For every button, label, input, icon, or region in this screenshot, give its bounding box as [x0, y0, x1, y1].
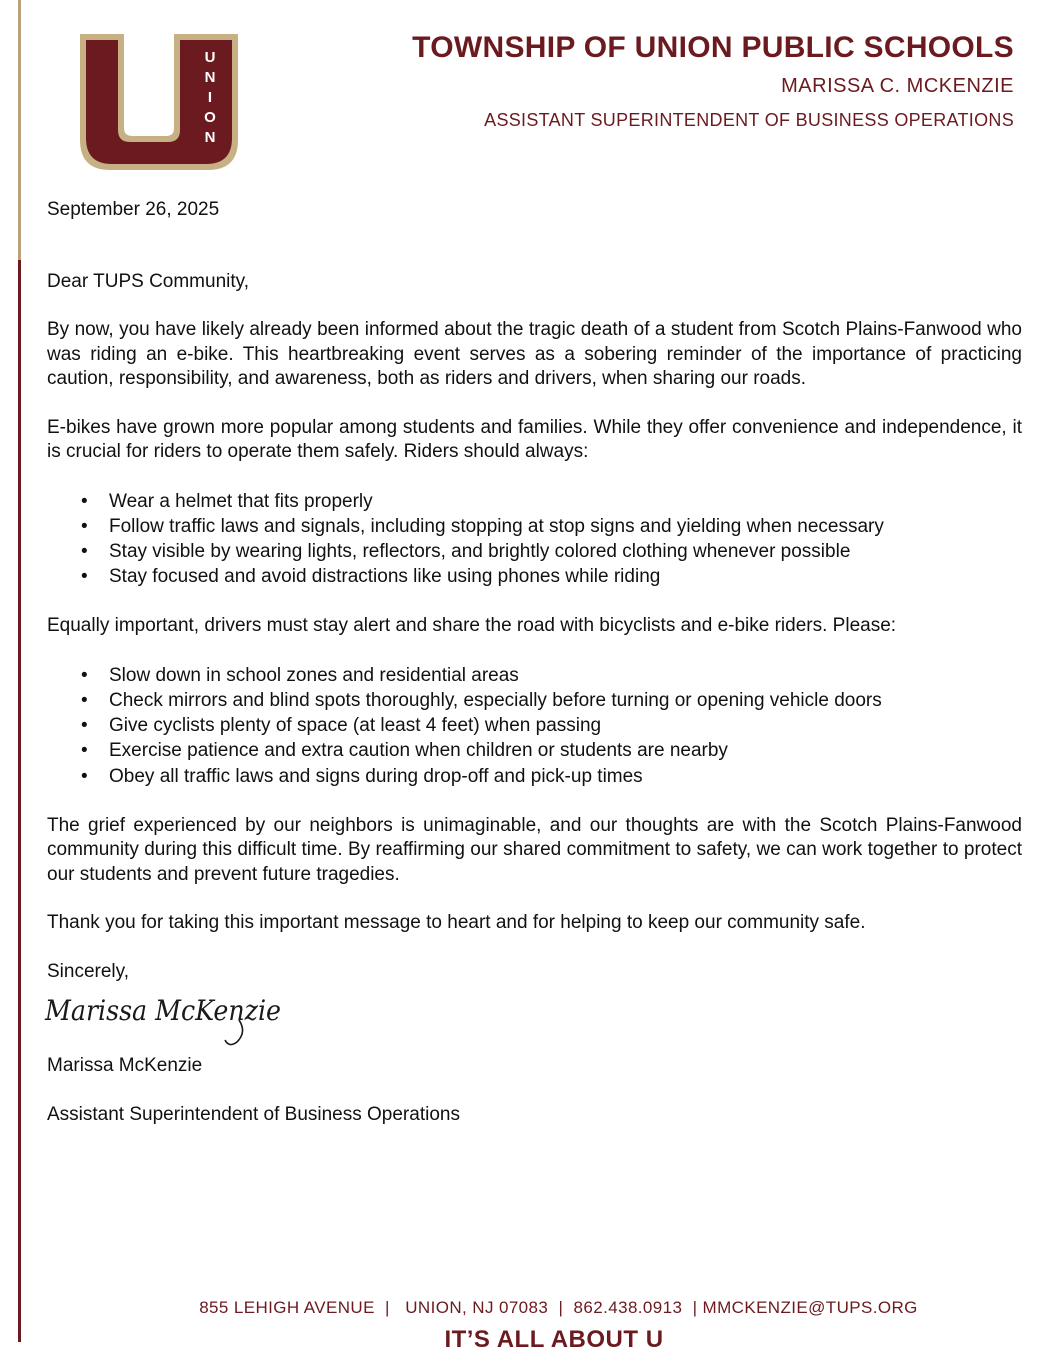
paragraph-thanks: Thank you for taking this important message to heart and for helping to keep our community safe. [47, 912, 866, 934]
paragraph-intro: By now, you have likely already been informed about the tragic death of a student from Scotch Plains-Fanwood who was riding an e-bike. This heartbreaking event serves as a sobering reminder of the importance of practicing caution, responsibility, and awareness, both as riders and drivers, when sharing our roads. [47, 319, 1022, 389]
list-item [47, 539, 1022, 564]
logo-letter-n: N [204, 69, 216, 86]
logo-letter-n2: N [204, 129, 216, 146]
list-item-text: Obey all traffic laws and signs during drop-off and pick-up times [109, 765, 643, 787]
footer-contact: 855 LEHIGH AVENUE | UNION, NJ 07083 | 862.438.0913 | MMCKENZIE@TUPS.ORG [199, 1298, 918, 1317]
list-item-text: Check mirrors and blind spots thoroughly, especially before turning or opening vehicle doors [109, 690, 882, 712]
list-item [47, 663, 1022, 688]
list-item-text: Exercise patience and extra caution when children or students are nearby [109, 740, 728, 762]
bullet: • [81, 765, 88, 787]
letterhead [412, 30, 1014, 131]
rider-tips-list [47, 489, 1022, 590]
paragraph-condolence: The grief experienced by our neighbors is unimaginable, and our thoughts are with the Scotch Plains-Fanwood community during this difficult time. By reaffirming our shared commitment to safety, we can work together to protect our students and prevent future tragedies. [47, 814, 1022, 885]
list-item-text: Give cyclists plenty of space (at least 4 feet) when passing [109, 715, 602, 737]
list-item [47, 489, 1022, 514]
bullet: • [81, 664, 88, 686]
footer-slogan: IT’S ALL ABOUT U [444, 1326, 664, 1353]
list-item [47, 514, 1022, 539]
bullet: • [81, 515, 88, 537]
district-name: TOWNSHIP OF UNION PUBLIC SCHOOLS [412, 31, 1014, 64]
salutation: Dear TUPS Community, [47, 270, 250, 292]
signer-title: Assistant Superintendent of Business Operations [47, 1103, 460, 1125]
list-item [47, 564, 1022, 589]
bullet: • [81, 690, 88, 712]
list-item [47, 738, 1022, 763]
list-item-text: Stay visible by wearing lights, reflectors, and brightly colored clothing whenever possible [109, 540, 851, 562]
left-rule-maroon [18, 260, 21, 1342]
signature-image [43, 990, 288, 1048]
paragraph-riders: E-bikes have grown more popular among students and families. While they offer convenience and independence, it is crucial for riders to operate them safely. Riders should always: [47, 416, 1022, 462]
bullet: • [81, 540, 88, 562]
bullet: • [81, 490, 88, 512]
list-item [47, 688, 1022, 713]
signer-name: Marissa McKenzie [47, 1055, 203, 1077]
signature-text: Marissa McKenzie [44, 994, 282, 1028]
list-item-text: Wear a helmet that fits properly [109, 490, 373, 512]
driver-tips-list [47, 663, 1022, 789]
list-item-text: Slow down in school zones and residential areas [109, 664, 519, 686]
closing: Sincerely, [47, 960, 130, 982]
letter-body [44, 198, 1022, 1151]
paragraph-drivers: Equally important, drivers must stay alert and share the road with bicyclists and e-bike riders. Please: [47, 615, 897, 637]
bullet: • [81, 566, 88, 588]
logo-letter-u: U [204, 49, 216, 66]
district-logo [78, 32, 240, 172]
logo-letter-o: O [204, 109, 216, 126]
sender-name-header: MARISSA C. MCKENZIE [781, 75, 1014, 97]
letter-date: September 26, 2025 [47, 199, 220, 220]
bullet: • [81, 740, 88, 762]
bullet: • [81, 715, 88, 737]
list-item [47, 764, 1022, 789]
list-item-text: Stay focused and avoid distractions like using phones while riding [109, 566, 661, 588]
list-item [47, 713, 1022, 738]
logo-letter-i: I [207, 89, 213, 106]
left-rule-gold [18, 0, 21, 260]
list-item-text: Follow traffic laws and signals, including stopping at stop signs and yielding when necessary [109, 515, 884, 537]
sender-role-header: ASSISTANT SUPERINTENDENT OF BUSINESS OPERATIONS [484, 110, 1014, 130]
